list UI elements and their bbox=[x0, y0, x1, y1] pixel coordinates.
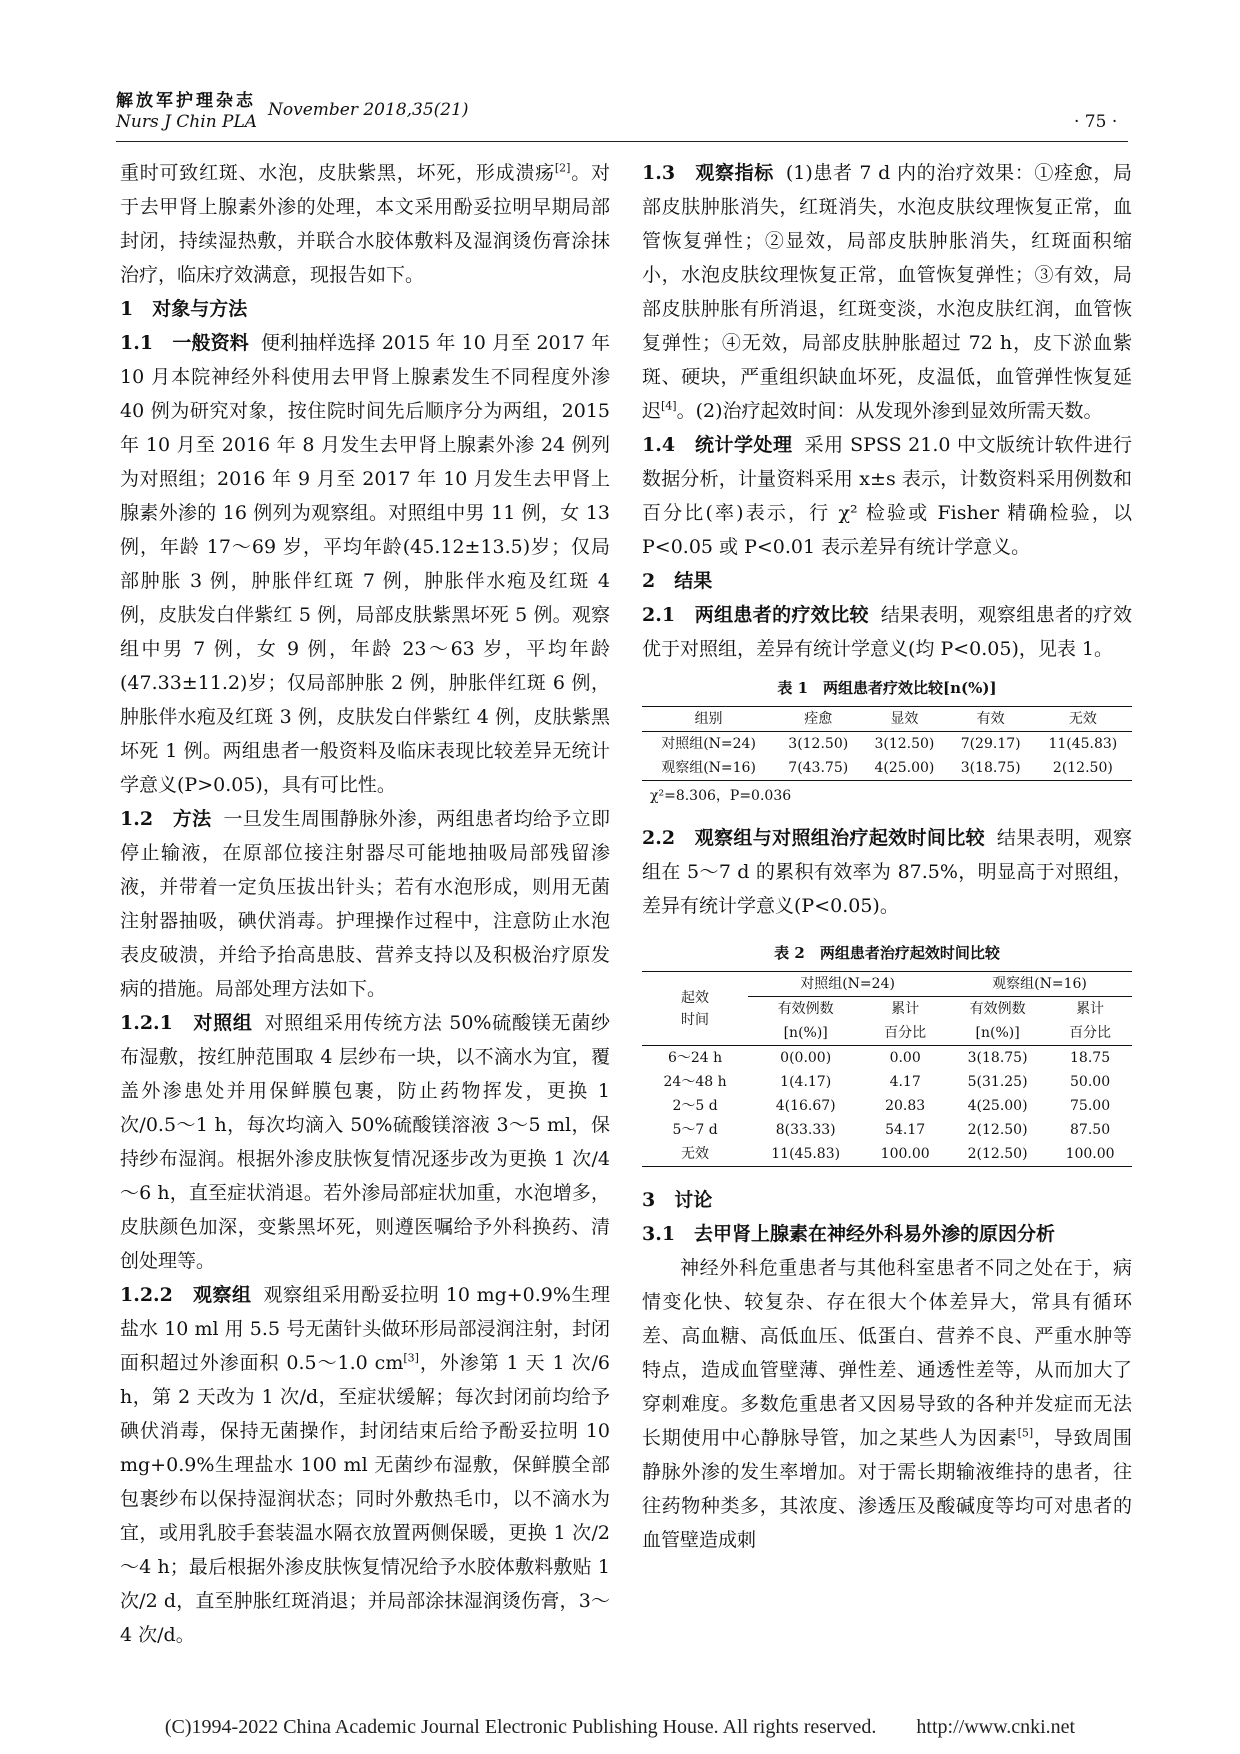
table-2-caption: 表 2 两组患者治疗起效时间比较 bbox=[774, 944, 1000, 962]
table-row bbox=[642, 1142, 1132, 1167]
section-1-1: 1.1 一般资料 便利抽样选择 2015 年 10 月至 2017 年 10 月本院神经外科使用去甲肾上腺素发生不同程度外渗 40 例为研究对象，按住院时间先后顺序分为两组，2015 年 10 月至 2016 年 8 月发生去甲肾上腺素外渗 24 例列为对照组；2016 年 9 月至 2017 年 10 月发生去甲肾上腺素外渗的 16 例列为观察组。对照组中男 11 例，女 13 例，年龄 17～69 岁，平均年龄(45.12±13.5)岁；仅局部肿胀 3 例，肿胀伴红斑 7 例，肿胀伴水疱及红斑 4 例，皮肤发白伴紫红 5 例，局部皮肤紫黑坏死 5 例。观察组中男 7 例，女 9 例，年龄 23～63 岁，平均年龄(47.33±11.2)岁；仅局部肿胀 2 例，肿胀伴红斑 6 例，肿胀伴水疱及红斑 3 例，皮肤发白伴紫红 4 例，皮肤紫黑坏死 1 例。两组患者一般资料及临床表现比较差异无统计学意义(P>0.05)，具有可比性。 bbox=[120, 332, 610, 796]
intro-paragraph: 重时可致红斑、水泡，皮肤紫黑，坏死，形成溃疡[2]。对于去甲肾上腺素外渗的处理，本文采用酚妥拉明早期局部封闭，持续湿热敷，并联合水胶体敷料及湿润烫伤膏涂抹治疗，临床疗效满意，现报告如下。 bbox=[120, 161, 610, 286]
section-2-1: 2.1 两组患者的疗效比较 结果表明，观察组患者的疗效优于对照组，差异有统计学意义(均 P<0.05)，见表 1。 bbox=[642, 604, 1132, 660]
section-1-2-1: 1.2.1 对照组 对照组采用传统方法 50%硫酸镁无菌纱布湿敷，按红肿范围取 4 层纱布一块，以不滴水为宜，覆盖外渗患处并用保鲜膜包裹，防止药物挥发，更换 1 次/0.5～1 h，每次均滴入 50%硫酸镁溶液 3～5 ml，保持纱布湿润。根据外渗皮肤恢复情况逐步改为更换 1 次/4～6 h，直至症状消退。若外渗局部症状加重，水泡增多，皮肤颜色加深，变紫黑坏死，则遵医嘱给予外科换药、清创处理等。 bbox=[120, 1012, 611, 1272]
table-1-header-cell: 有效 bbox=[976, 711, 1005, 727]
table-2-group-observe: 观察组(N=16) bbox=[947, 972, 1132, 997]
table-1-header-cell: 显效 bbox=[890, 711, 919, 727]
table-1-header-cell: 痊愈 bbox=[804, 711, 833, 727]
table-row bbox=[642, 1118, 1132, 1142]
table-row bbox=[642, 1046, 1132, 1071]
right-column bbox=[642, 156, 1132, 1557]
table-cell: 4(16.67) bbox=[775, 1098, 836, 1114]
section-1-2: 1.2 方法 一旦发生周围静脉外渗，两组患者均给予立即停止输液，在原部位接注射器尽可能地抽吸局部残留渗液，并带着一定负压拔出针头；若有水泡形成，则用无菌注射器抽吸，碘伏消毒。护理操作过程中，注意防止水泡表皮破溃，并给予抬高患肢、营养支持以及积极治疗原发病的措施。局部处理方法如下。 bbox=[120, 808, 610, 1000]
table-row bbox=[642, 756, 1132, 781]
table-row bbox=[642, 1094, 1132, 1118]
table-2-sub-count-unit: [n(%)] bbox=[783, 1025, 828, 1041]
table-2-col-time: 起效 时间 bbox=[642, 972, 748, 1046]
table-1-note: χ²=8.306，P=0.036 bbox=[650, 788, 792, 804]
table-cell: 2(12.50) bbox=[967, 1122, 1028, 1138]
table-2-sub-cum-unit: 百分比 bbox=[884, 1025, 927, 1041]
table-cell: 无效 bbox=[681, 1146, 710, 1162]
section-3-1: 神经外科危重患者与其他科室患者不同之处在于，病情变化快、较复杂、存在很大个体差异大，常具有循环差、高血糖、高低血压、低蛋白、营养不良、严重水肿等特点，造成血管壁薄、弹性差、通透性差等，从而加大了穿刺难度。多数危重患者又因易导致的各种并发症而无法长期使用中心静脉导管，加之某些人为因素[5]，导致周围静脉外渗的发生率增加。对于需长期输液维持的患者，往往药物种类多，其浓度、渗透压及酸碱度等均可对患者的血管壁造成刺 bbox=[642, 1257, 1132, 1551]
table-cell: 对照组(N=24) bbox=[661, 736, 756, 752]
table-cell: 7(29.17) bbox=[960, 736, 1021, 752]
issue-info: November 2018,35(21) bbox=[268, 100, 469, 120]
table-row bbox=[642, 1070, 1132, 1094]
table-2-sub-count-unit: [n(%)] bbox=[975, 1025, 1020, 1041]
table-cell: 4(25.00) bbox=[967, 1098, 1028, 1114]
table-cell: 3(18.75) bbox=[967, 1050, 1028, 1066]
journal-name-cn: 解放军护理杂志 bbox=[116, 91, 256, 111]
table-cell: 5(31.25) bbox=[967, 1074, 1028, 1090]
section-1-heading: 1 对象与方法 bbox=[120, 298, 248, 320]
table-cell: 11(45.83) bbox=[1048, 736, 1118, 752]
table-cell: 3(12.50) bbox=[788, 736, 849, 752]
table-cell: 20.83 bbox=[885, 1098, 926, 1114]
header-rule bbox=[116, 141, 1128, 142]
table-cell: 4.17 bbox=[889, 1074, 921, 1090]
table-cell: 2(12.50) bbox=[967, 1146, 1028, 1162]
table-cell: 75.00 bbox=[1070, 1098, 1111, 1114]
table-cell: 4(25.00) bbox=[874, 760, 935, 776]
section-3-1-heading: 3.1 去甲肾上腺素在神经外科易外渗的原因分析 bbox=[642, 1223, 1056, 1245]
table-2-sub-cum-unit: 百分比 bbox=[1069, 1025, 1112, 1041]
table-2-group-control: 对照组(N=24) bbox=[748, 972, 947, 997]
section-3-heading: 3 讨论 bbox=[642, 1189, 713, 1211]
table-cell: 观察组(N=16) bbox=[661, 760, 756, 776]
table-cell: 18.75 bbox=[1070, 1050, 1111, 1066]
table-2-sub-cum: 累计 bbox=[1076, 1001, 1105, 1017]
table-cell: 54.17 bbox=[885, 1122, 926, 1138]
table-2-sub-count: 有效例数 bbox=[777, 1001, 834, 1017]
table-2 bbox=[642, 971, 1132, 1167]
section-2-2: 2.2 观察组与对照组治疗起效时间比较 结果表明，观察组在 5～7 d 的累积有效率为 87.5%，明显高于对照组，差异有统计学意义(P<0.05)。 bbox=[642, 827, 1132, 917]
section-1-4: 1.4 统计学处理 采用 SPSS 21.0 中文版统计软件进行数据分析，计量资料采用 x±s 表示，计数资料采用例数和百分比(率)表示，行 χ² 检验或 Fisher 精确检验，以 P<0.05 或 P<0.01 表示差异有统计学意义。 bbox=[642, 434, 1132, 558]
table-cell: 7(43.75) bbox=[788, 760, 849, 776]
table-cell: 2～5 d bbox=[672, 1098, 718, 1114]
table-cell: 100.00 bbox=[1065, 1146, 1115, 1162]
table-cell: 6～24 h bbox=[667, 1050, 723, 1066]
table-1 bbox=[642, 706, 1132, 781]
table-cell: 100.00 bbox=[880, 1146, 930, 1162]
journal-name-en: Nurs J Chin PLA bbox=[116, 112, 258, 132]
table-cell: 3(18.75) bbox=[960, 760, 1021, 776]
left-column bbox=[120, 156, 610, 1652]
table-1-header-cell: 无效 bbox=[1068, 711, 1097, 727]
section-1-3: 1.3 观察指标 (1)患者 7 d 内的治疗效果：①痊愈，局部皮肤肿胀消失，红斑消失，水泡皮肤纹理恢复正常，血管恢复弹性；②显效，局部皮肤肿胀消失，红斑面积缩小，水泡皮肤纹理恢复正常，血管恢复弹性；③有效，局部皮肤肿胀有所消退，红斑变淡，水泡皮肤红润，血管恢复弹性；④无效，局部皮肤肿胀超过 72 h，皮下淤血紫斑、硬块，严重组织缺血坏死，皮温低，血管弹性恢复延迟[4]。(2)治疗起效时间：从发现外渗到显效所需天数。 bbox=[642, 162, 1132, 422]
table-2-sub-cum: 累计 bbox=[891, 1001, 920, 1017]
table-2-sub-count: 有效例数 bbox=[969, 1001, 1026, 1017]
table-cell: 5～7 d bbox=[672, 1122, 718, 1138]
table-cell: 0.00 bbox=[889, 1050, 921, 1066]
table-row bbox=[642, 732, 1132, 757]
section-2-heading: 2 结果 bbox=[642, 570, 713, 592]
table-cell: 24～48 h bbox=[663, 1074, 727, 1090]
table-1-caption: 表 1 两组患者疗效比较[n(%)] bbox=[777, 679, 997, 697]
copyright-footer: (C)1994-2022 China Academic Journal Electronic Publishing House. All rights reserved. http://www.cnki.net bbox=[164, 1716, 1076, 1738]
table-1-header bbox=[642, 707, 1132, 732]
table-cell: 87.50 bbox=[1070, 1122, 1111, 1138]
table-1-header-cell: 组别 bbox=[694, 711, 723, 727]
table-cell: 8(33.33) bbox=[775, 1122, 836, 1138]
table-cell: 2(12.50) bbox=[1052, 760, 1113, 776]
table-cell: 1(4.17) bbox=[780, 1074, 832, 1090]
table-cell: 50.00 bbox=[1070, 1074, 1111, 1090]
page-number: · 75 · bbox=[1074, 112, 1118, 132]
table-cell: 11(45.83) bbox=[771, 1146, 841, 1162]
table-cell: 0(0.00) bbox=[780, 1050, 832, 1066]
table-cell: 3(12.50) bbox=[874, 736, 935, 752]
section-1-2-2: 1.2.2 观察组 观察组采用酚妥拉明 10 mg+0.9%生理盐水 10 ml 用 5.5 号无菌针头做环形局部浸润注射，封闭面积超过外渗面积 0.5～1.0 cm[3]，外渗第 1 天 1 次/6 h，第 2 天改为 1 次/d，至症状缓解；每次封闭前均给予碘伏消毒，保持无菌操作，封闭结束后给予酚妥拉明 10 mg+0.9%生理盐水 100 ml 无菌纱布湿敷，保鲜膜全部包裹纱布以保持湿润状态；同时外敷热毛巾，以不滴水为宜，或用乳胶手套装温水隔衣放置两侧保暖，更换 1 次/2～4 h；最后根据外渗皮肤恢复情况给予水胶体敷料敷贴 1 次/2 d，直至肿胀红斑消退；并局部涂抹湿润烫伤膏，3～4 次/d。 bbox=[120, 1284, 611, 1646]
